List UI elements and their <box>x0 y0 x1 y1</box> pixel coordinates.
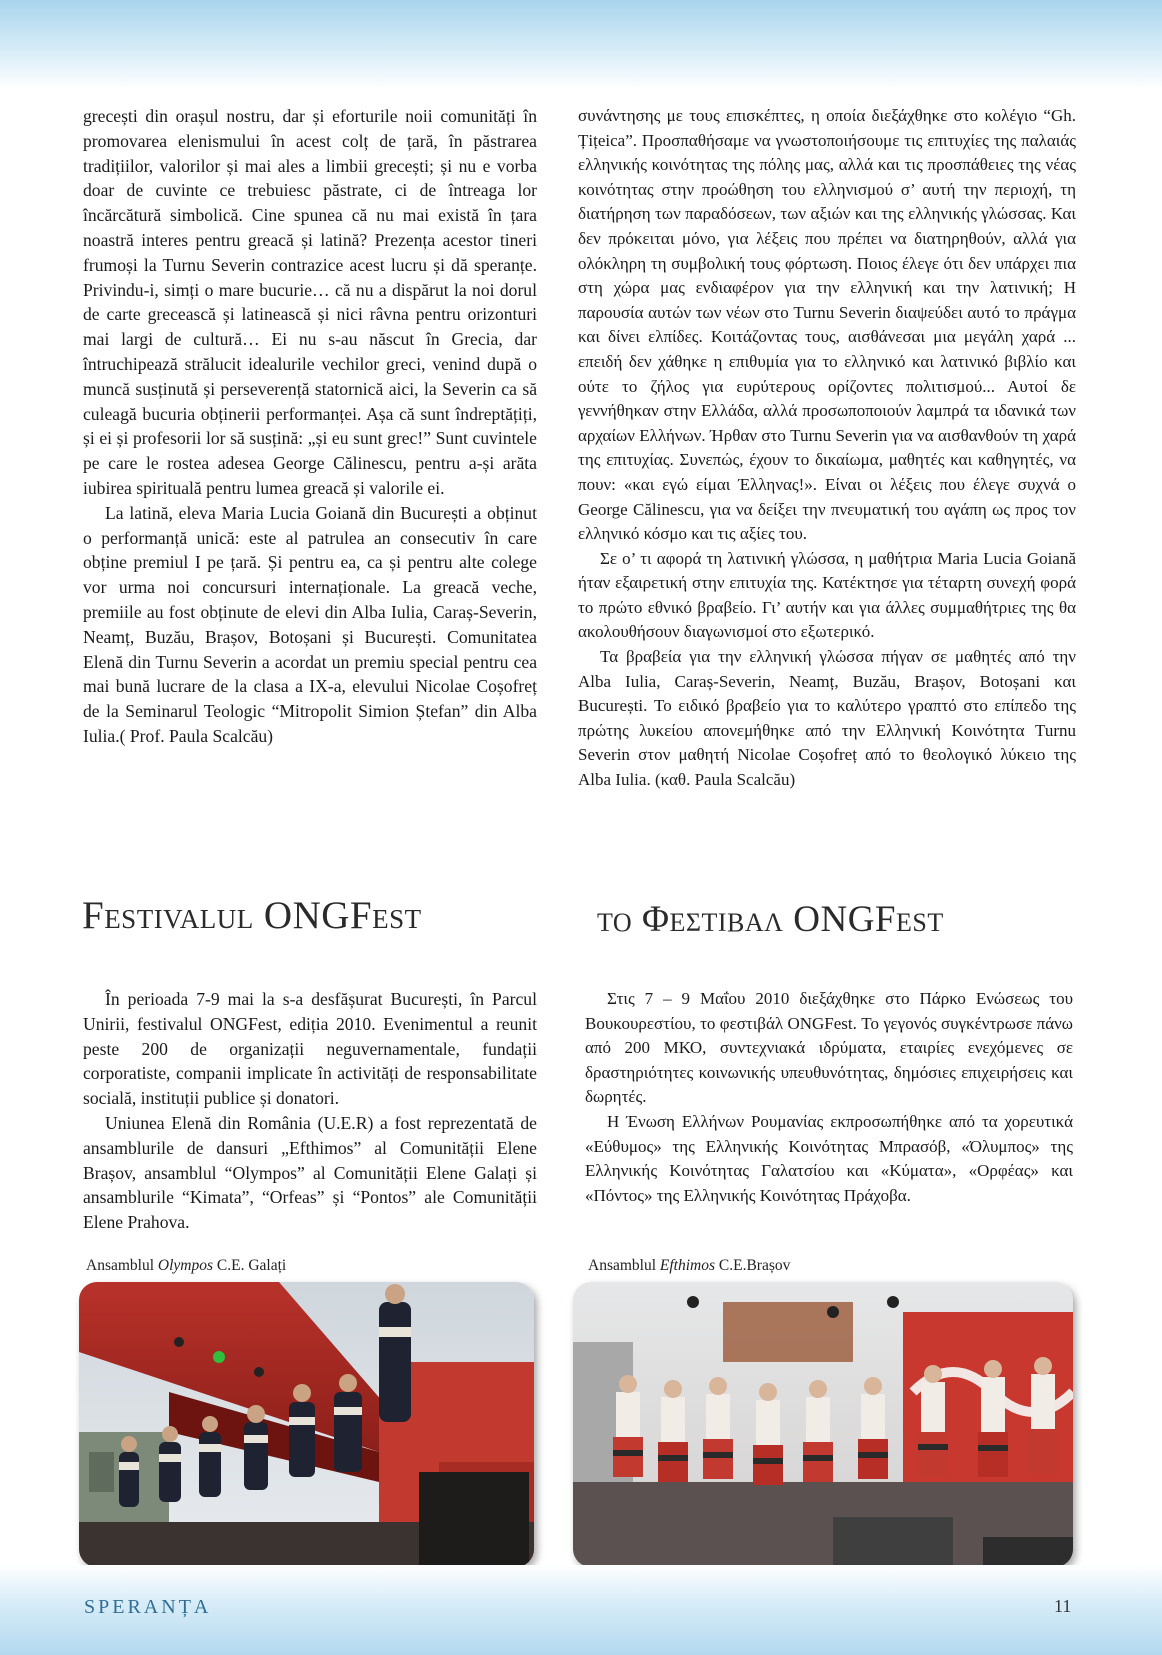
paragraph: Τα βραβεία για την ελληνική γλώσσα πήγαν σε μαθητές από την Alba Iulia, Caraș-Severin, Neamț, Buzău, Brașov, Botoșani και București. Το ειδικό βραβείο για το καλύτερο γραπτό στο επίπεδο της πρώτης λυκείου απονεμήθηκε από την Ελληνική Κοινότητα Turnu Severin στον μαθητή Nicolae Coșofreț από το θεολογικό λύκειο της Alba Iulia. (καθ. Paula Scalcău) <box>578 647 1076 790</box>
caption-suffix: C.E. Galați <box>213 1257 287 1274</box>
photo-caption-right <box>588 1257 790 1275</box>
photo-caption-left <box>86 1257 286 1275</box>
caption-ensemble-name: Olympos <box>157 1257 214 1274</box>
paragraph: Στις 7 – 9 Μαΐου 2010 διεξάχθηκε στο Πάρκο Ενώσεως του Βουκουρεστίου, το φεστιβάλ ONGFest. Το γεγονός συγκέντρωσε πάνω από 200 ΜΚΟ, συντεχνιακά ιδρύματα, εταιρίες ενεχόμενες σε δραστηριότητες κοινωνικής υπευθυνότητας, δημόσιες επιχειρήσεις και δωρητές. <box>585 989 1073 1107</box>
caption-prefix: Ansamblul <box>86 1257 158 1274</box>
paragraph: În perioada 7-9 mai la s-a desfășurat București, în Parcul Unirii, festivalul ONGFest, ediția 2010. Evenimentul a reunit peste 200 de organizații neguvernamentale, fundații corporatiste, companii implicate în activități de responsabilitate socială, instituții publice și donatori. <box>83 989 537 1109</box>
section-heading-romanian: Festivalul ONGFest <box>82 894 422 937</box>
paragraph: συνάντησης με τους επισκέπτες, η οποία διεξάχθηκε στο κολέγιο “Gh. Țițeica”. Προσπαθήσαμε να γνωστοποιήσουμε τις επιτυχίες της παλαιάς ελληνικής κοινότητας της πόλης μας, αλλά και τις προσπάθειες της νέας κοινότητας στην προώθηση του ελληνισμού σ’ αυτή την περιοχή, τη διατήρηση των παραδόσεων, των αξιών και της ελληνικής γλώσσας. Και δεν πρόκειται μόνο, για λέξεις που πρέπει να διατηρηθούν, αλλά για ολόκληρη τη συμβολική τους φόρτωση. Ποιος έλεγε ότι δεν υπάρχει πια στη χώρα μας ενδιαφέρον για την ελληνική και την λατινική; Η παρουσία αυτών των νέων στο Turnu Severin διαψεύδει αυτό το πράγμα και δίνει ελπίδες. Κοιτάζοντας τους, αισθάνεσαι μια μεγάλη χαρά ... επειδή δεν χάθηκε η επιθυμία για το ελληνικό και λατινικό βιβλίο και ούτε το ζήλος για ευρύτερους ορίζοντες πολιτισμού... Αυτοί δε γεννήθηκαν στην Ελλάδα, αλλά προσωποποιούν λαμπρά τα ιδανικά των αρχαίων Ελλήνων. Ήρθαν στο Turnu Severin για να αισθανθούν τη χαρά της επιτυχίας. Συνεπώς, έχουν το δικαίωμα, μαθητές και καθηγητές, να πουν: «και εγώ είμαι Έλληνας!». Είναι οι λέξεις που έλεγε συχνά ο George Călinescu, για να δείξει την πνευματική του αγάπη ως προς τον ελληνικό κόσμο και τις αξίες του. <box>578 106 1076 544</box>
caption-suffix: C.E.Brașov <box>715 1257 791 1274</box>
top-decor-band <box>0 0 1162 90</box>
section-heading-greek: το Φεστιβαλ ONGFest <box>597 899 944 940</box>
paragraph: grecești din orașul nostru, dar și eforturile noii comunități în promovarea elenismului în acest colț de țară, în păstrarea tradițiilor, valorilor și mai ales a limbii grecești; și nu e vorba doar de cuvinte ce trebuiesc păstrate, ci de întreaga lor încărcătură simbolică. Cine spunea că nu mai există în țara noastră interes pentru greacă și latină? Prezența acestor tineri frumoși la Turnu Severin contrazice acest lucru și dă speranțe. Privindu-i, simți o mare bucurie… că nu a dispărut la noi dorul de carte grecească și latinească și nici râvna pentru orizonturi mai largi de cultură… Ei nu s-au născut în Grecia, dar întruchipează strălucit idealurile vechilor greci, venind după o muncă susținută și perseverență statornică aici, la Severin ca să culeagă bucuria obținerii performanței. Așa că sunt îndreptățiți, și ei și profesorii lor să susțină: „și eu sunt grec!” Sunt cuvintele pe care le rostea adesea George Călinescu, pentru a-și arăta iubirea spirituală pentru lumea greacă și valorile ei. <box>83 106 537 498</box>
photo-efthimos-dancers <box>573 1282 1073 1567</box>
caption-ensemble-name: Efthimos <box>659 1257 716 1274</box>
paragraph: Uniunea Elenă din România (U.E.R) a fost reprezentată de ansamblurile de dansuri „Efthimos” al Comunității Elene Brașov, ansamblul “Olympos” al Comunității Elene Galați și ansamblurile “Kimata”, “Orfeas” și “Pontos” ale Comunității Elene Prahova. <box>83 1112 537 1233</box>
paragraph: Σε ο’ τι αφορά τη λατινική γλώσσα, η μαθήτρια Maria Lucia Goiană ήταν εξαιρετική στην επιτυχία της. Κατέκτησε για τέταρτη συνεχή φορά το πρώτο εθνικό βραβείο. Γι’ αυτήν και για άλλες συμμαθήτριες της θα ακολουθήσουν διαγωνισμοί στο εξωτερικό. <box>578 548 1076 642</box>
article-column-greek-top <box>578 104 1076 793</box>
paragraph: La latină, eleva Maria Lucia Goiană din București a obținut o performanță unică: este al patrulea an consecutiv în care obține premiul I pe țară. Și pentru ea, ca și pentru alte colege vor urma noi concursuri internaționale. La greacă veche, premiile au fost obținute de elevi din Alba Iulia, Caraș-Severin, Neamț, Buzău, Brașov, Botoșani și București. Comunitatea Elenă din Turnu Severin a acordat un premiu special pentru cea mai bună lucrare de la clasa a IX-a, elevului Nicolae Coșofreț de la Seminarul Teologic “Mitropolit Simion Ștefan” din Alba Iulia.( Prof. Paula Scalcău) <box>83 502 537 746</box>
article-column-greek-bottom <box>585 987 1073 1208</box>
photo-olympos-dancers <box>79 1282 534 1567</box>
magazine-title: SPERANȚA <box>84 1596 212 1618</box>
caption-prefix: Ansamblul <box>588 1257 660 1274</box>
article-column-romanian-top <box>83 104 537 749</box>
page-number: 11 <box>1054 1596 1072 1616</box>
paragraph: Η Ένωση Ελλήνων Ρουμανίας εκπροσωπήθηκε από τα χορευτικά «Εύθυμος» της Ελληνικής Κοινότητας Μπρασόβ, «Όλυμπος» της Ελληνικής Κοινότητας Γαλατσίου και «Κύματα», «Ορφέας» και «Πόντος» της Ελληνικής Κοινότητας Πράχοβα. <box>585 1111 1073 1205</box>
article-column-romanian-bottom <box>83 987 537 1235</box>
